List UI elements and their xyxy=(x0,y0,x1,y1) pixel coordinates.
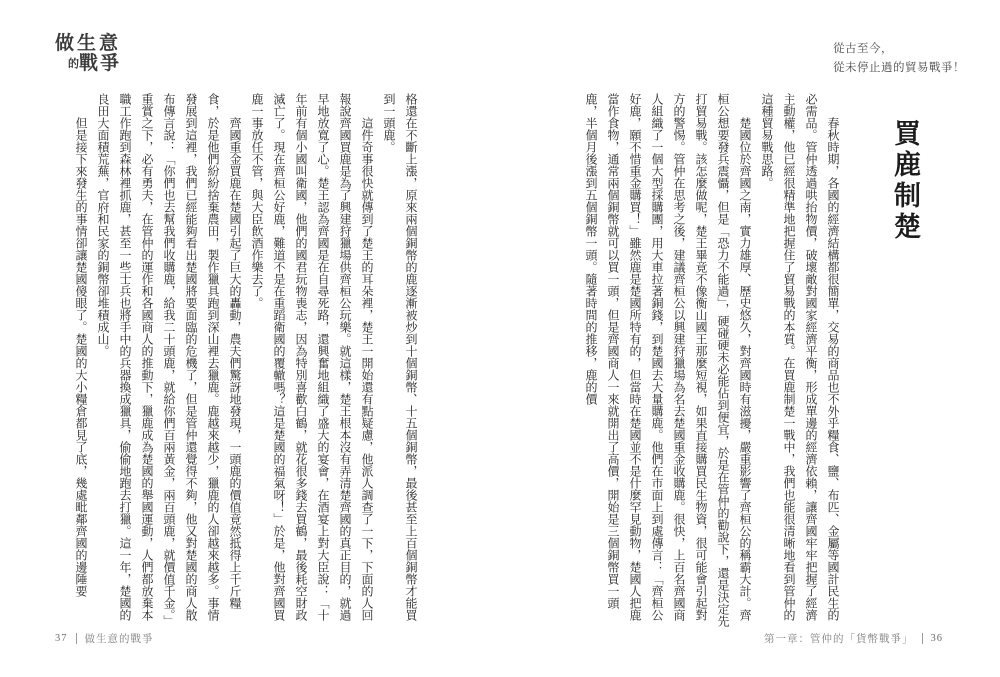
book-tagline xyxy=(833,40,965,78)
page-right-content xyxy=(580,93,920,627)
left-page-paragraph-3: 齊國重金買鹿在楚國引起了巨大的轟動，農夫們驚訝地發現，一頭鹿的價值竟然抵得上千斤糧食，於是他們紛紛捨棄農田，製作獵具跑到深山裡去獵鹿。鹿越來越少，獵鹿的人卻越來越多。事情發展到這裡，我們已經能夠看出楚國將要面臨的危機了，但是管仲還覺得不夠，他又對楚國的商人散布傳言說：「你們也去幫我們收購鹿，給我二十頭鹿，就給你們百兩黃金，兩百頭鹿，就價值千金。」重賞之下，必有勇夫，在管仲的運作和各國商人的推動下，獵鹿成為楚國的舉國運動，人們都放棄本職工作跑到森林裡抓鹿，甚至一些士兵也將手中的兵器換成獵具，偷偷地跑去打獵。這一年，楚國的良田大面積荒蕪，官府和民家的銅幣卻堆積成山。 xyxy=(96,93,242,627)
footer-left xyxy=(55,631,154,646)
tagline-line1: 從古至今， xyxy=(833,43,893,55)
logo-title-part2 xyxy=(55,54,121,74)
right-page-paragraph-1: 春秋時期，各國的經濟結構都很簡單，交易的商品也不外乎糧食、鹽、布匹、金屬等國計民生的必需品。管仲透過哄抬物價，破壞敵對國家經濟平衡，形成單邊的經濟依賴，讓齊國牢牢把握了經濟主動權，他已經很精準地把握住了貿易戰的本質。在買鹿制楚一戰中，我們也能很清晰地看到管仲的這種貿易戰思路。 xyxy=(760,93,840,621)
page-number-right: 36 xyxy=(930,633,943,644)
left-page-paragraph-2: 這件奇事很快就傳到了楚王的耳朵裡，楚王一開始還有點疑慮，他派人調查了一下，下面的人回報說齊國買鹿是為了興建狩獵場供齊桓公玩樂。就這樣，楚王根本沒有弄清楚齊國的真正目的，就過早地放寬了心。楚王認為齊國是在自尋死路，還興奮地組織了盛大的宴會，在酒宴上對大臣說：「十年前有個小國叫衛國，他們的國君玩物喪志，因為特別喜歡白鶴，就花很多錢去買鶴，最後耗空財政滅亡了。現在齊桓公好鹿，難道不是在重蹈衛國的覆轍嗎？這是楚國的福氣呀！」於是，他對齊國買鹿一事放任不管，與大臣飲酒作樂去了。 xyxy=(250,93,374,621)
footer-divider-right xyxy=(922,633,923,644)
footer-divider-left xyxy=(76,633,77,644)
book-logo xyxy=(55,34,121,74)
logo-title-rest: 戰爭 xyxy=(79,52,122,74)
footer-right xyxy=(764,631,943,646)
logo-title-small-char: 的 xyxy=(68,57,79,70)
logo-title-part1: 做生意 xyxy=(55,33,122,54)
left-page-paragraph-4: 但是接下來發生的事情卻讓楚國傻眼了。楚國的大小糧倉都見了底，幾處毗鄰齊國的邊陲要 xyxy=(74,117,88,597)
footer-chapter-title: 第一章：管仲的「貨幣戰爭」 xyxy=(764,634,914,645)
footer-book-title: 做生意的戰爭 xyxy=(84,634,154,645)
chapter-title: 買鹿制楚 xyxy=(890,119,920,243)
page-number-left: 37 xyxy=(55,633,68,644)
right-page-paragraph-2: 楚國位於齊國之南，實力雄厚、歷史悠久，對齊國時有滋擾，嚴重影響了齊桓公的稱霸大計。齊桓公想要發兵震懾，但是「恐力不能過」，硬碰硬未必能佔到便宜，於是在管仲的勸說下，還是決定先打貿易戰。該怎麼做呢，楚王畢竟不像衡山國王那麼短視，如果直接購買民生物資，很可能會引起對方的警惕。管仲在思考之後，建議齊桓公以興建狩獵場為名去楚國重金收購鹿。很快，上百名齊國商人組織了一個大型採購團，用大車拉著銅錢，到楚國去大量購鹿。他們在市面上到處傳言：「齊桓公好鹿，願不惜重金購買！」雖然鹿是楚國所特有的，但當時在楚國並不是什麼罕見動物，楚國人把鹿當作食物，通常兩個銅幣就可以買一頭，但是齊國商人一來就開出了高價，開始是三個銅幣買一頭鹿，半個月後漲到五個銅幣一頭。隨著時間的推移，鹿的價 xyxy=(584,93,752,627)
left-page-paragraph-1: 格還在不斷上漲，原來兩個銅幣的鹿逐漸被炒到十個銅幣、十五個銅幣，最後甚至上百個銅幣才能買到一頭鹿。 xyxy=(382,93,418,621)
page-left-content xyxy=(70,93,422,627)
tagline-line2: 從未停止過的貿易戰爭！ xyxy=(833,61,965,74)
